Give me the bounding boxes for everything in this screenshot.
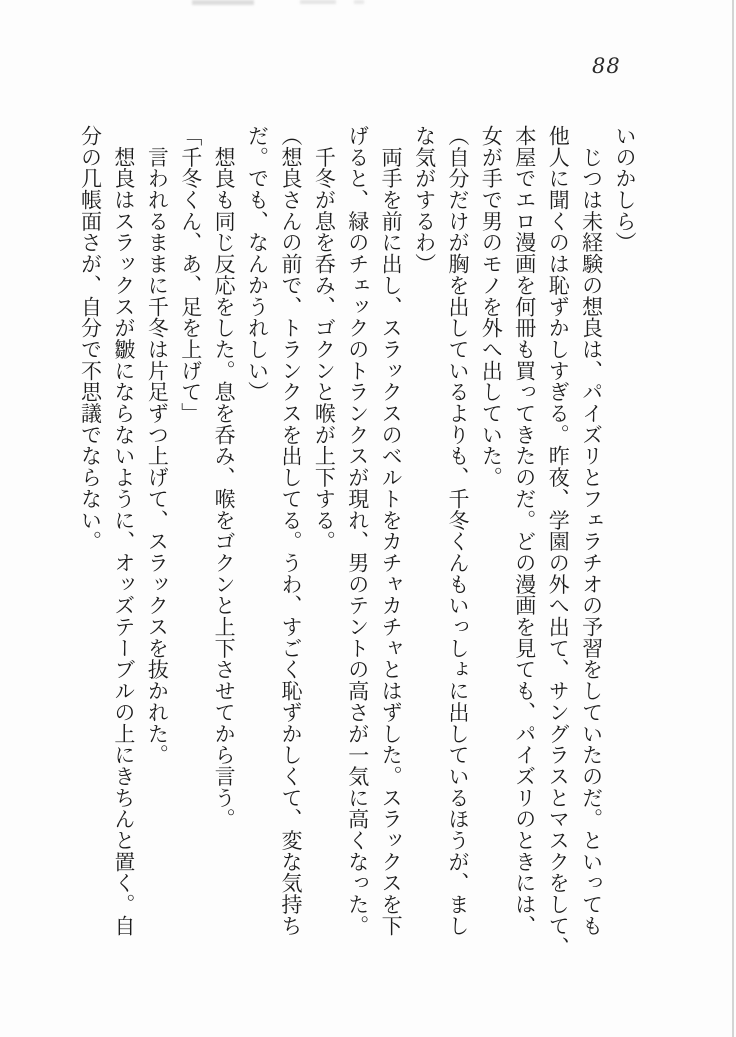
text-line: （想良さんの前で、トランクスを出してる。うわ、すごく恥ずかしくて、変な気持ち	[278, 125, 303, 937]
text-line: じつは未経験の想良は、パイズリとフェラチオの予習をしていたのだ。といっても	[579, 125, 604, 937]
scan-edge-line	[732, 0, 734, 1037]
text-line: 分の几帳面さが、自分で不思議でならない。	[78, 125, 103, 552]
scan-artifact-smudge	[192, 0, 254, 5]
scan-artifact-smudge	[354, 0, 364, 4]
text-line: 想良はスラックスが皺にならないように、オッズテーブルの上にきちんと置く。自	[111, 125, 136, 937]
text-line: だ。でも、なんかうれしい）	[245, 125, 270, 403]
text-line: 「千冬くん、あ、足を上げて」	[178, 125, 203, 424]
text-line: 他人に聞くのは恥ずかしすぎる。昨夜、学園の外へ出て、サングラスとマスクをして、	[546, 125, 571, 958]
text-line: いのかしら）	[613, 125, 637, 254]
text-line: 両手を前に出し、スラックスのベルトをカチャカチャとはずした。スラックスを下	[379, 125, 404, 937]
scan-artifact-smudge	[300, 0, 336, 4]
text-line: げると、緑のチェックのトランクスが現れ、男のテントの高さが一気に高くなった。	[345, 125, 370, 937]
text-line: 千冬が息を呑み、ゴクンと喉が上下する。	[312, 125, 337, 552]
text-line: 女が手で男のモノを外へ出していた。	[479, 125, 504, 488]
text-line: （自分だけが胸を出しているよりも、千冬くんもいっしょに出しているほうが、まし	[445, 125, 470, 937]
body-text	[73, 125, 641, 967]
page-number: 88	[592, 54, 621, 78]
text-line: 想良も同じ反応をした。息を呑み、喉をゴクンと上下させてから言う。	[212, 125, 237, 830]
text-line: な気がするわ）	[412, 125, 437, 275]
text-line: 本屋でエロ漫画を何冊も買ってきたのだ。どの漫画を見ても、パイズリのときには、	[512, 125, 537, 937]
text-line: 言われるままに千冬は片足ずつ上げて、スラックスを抜かれた。	[145, 125, 170, 766]
